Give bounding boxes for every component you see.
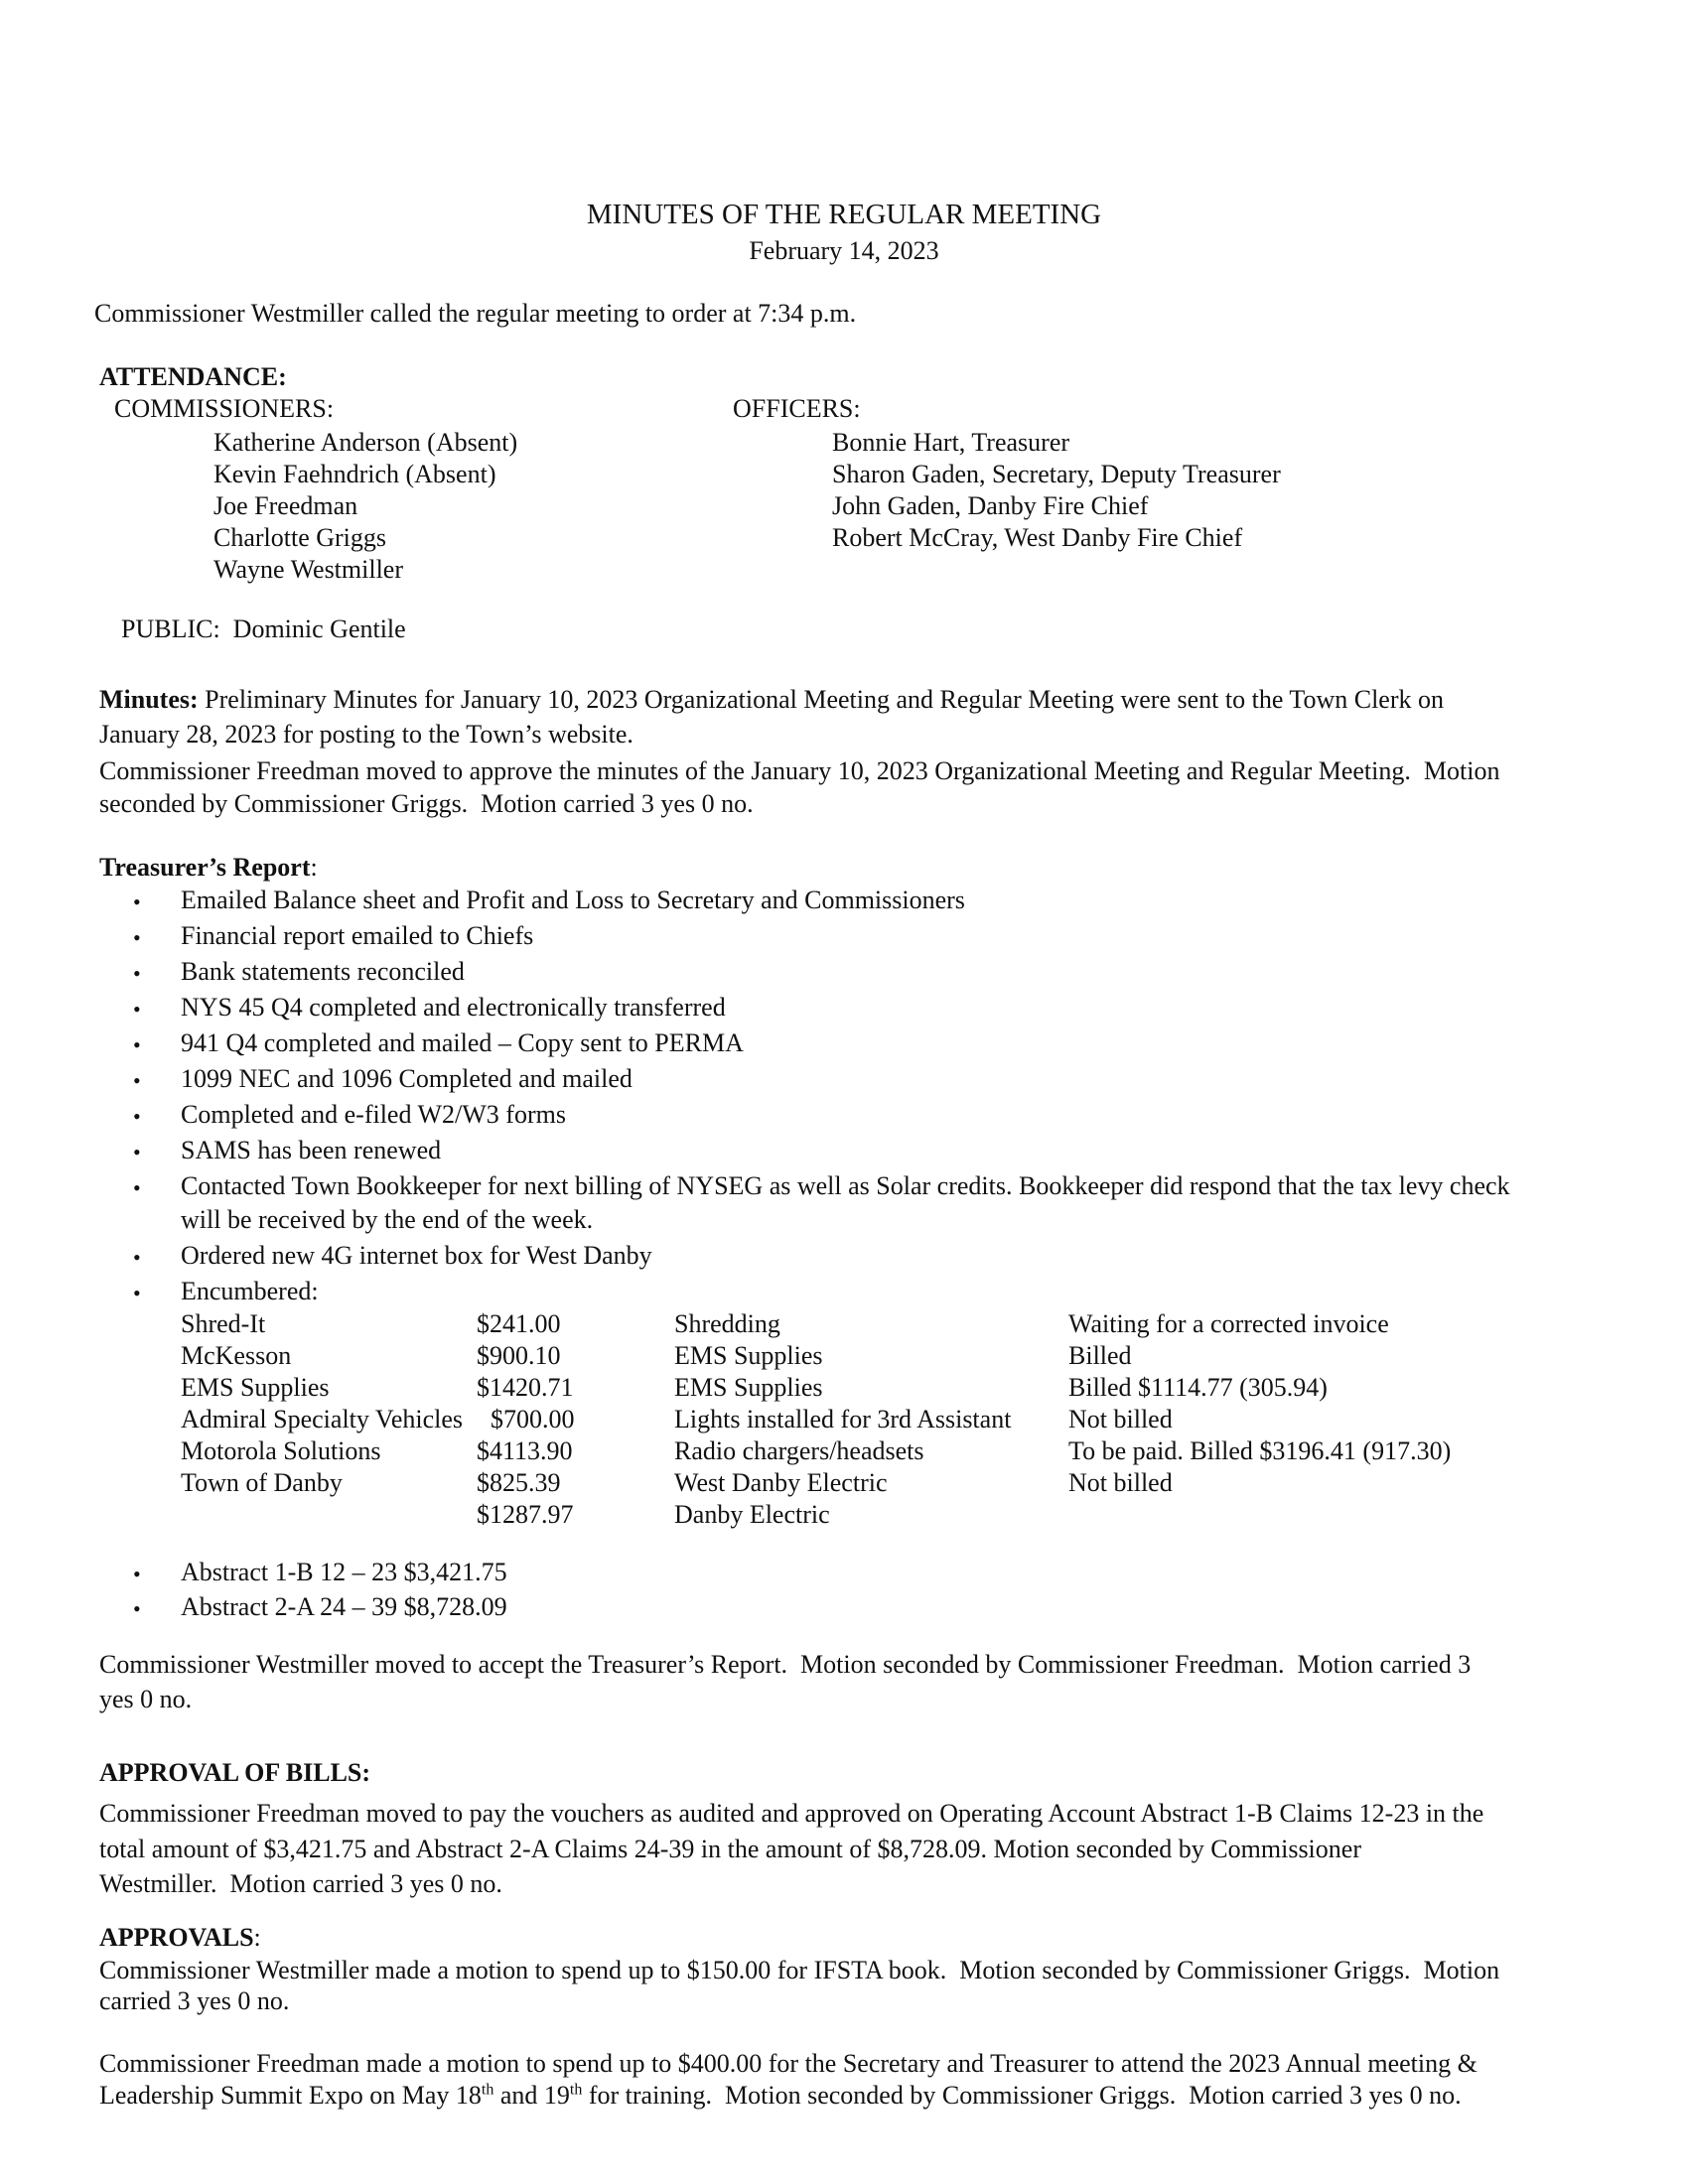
bullet-icon: • (133, 1175, 141, 1200)
encumbered-status: Billed (1068, 1341, 1132, 1370)
commissioner-name: Joe Freedman (213, 491, 358, 520)
encumbered-status: To be paid. Billed $3196.41 (917.30) (1068, 1436, 1452, 1465)
officer-name: Bonnie Hart, Treasurer (832, 428, 1070, 457)
treasurer-item: 941 Q4 completed and mailed – Copy sent to PERMA (181, 1028, 744, 1057)
officer-name: Sharon Gaden, Secretary, Deputy Treasurer (832, 460, 1281, 488)
document-title: MINUTES OF THE REGULAR MEETING (586, 199, 1102, 230)
bullet-icon: • (133, 925, 141, 950)
bills-text: total amount of $3,421.75 and Abstract 2-A Claims 24-39 in the amount of $8,728.09. Motion seconded by Commissioner (99, 1835, 1361, 1863)
encumbered-status: Waiting for a corrected invoice (1068, 1309, 1389, 1338)
encumbered-item: Lights installed for 3rd Assistant (674, 1405, 1012, 1433)
approval-text: Commissioner Freedman made a motion to spend up to $400.00 for the Secretary and Treasurer to attend the 2023 Annual meeting & (99, 2049, 1477, 2078)
approvals-heading (99, 1922, 261, 1954)
commissioner-name: Kevin Faehndrich (Absent) (213, 460, 496, 488)
minutes-line: seconded by Commissioner Griggs. Motion carried 3 yes 0 no. (99, 789, 754, 818)
encumbered-amount: $700.00 (491, 1405, 575, 1433)
bullet-icon: • (133, 1562, 141, 1586)
public-attendance: PUBLIC: Dominic Gentile (121, 614, 406, 643)
call-to-order: Commissioner Westmiller called the regular meeting to order at 7:34 p.m. (94, 299, 857, 328)
encumbered-status: Billed $1114.77 (305.94) (1068, 1373, 1328, 1402)
encumbered-amount: $1420.71 (477, 1373, 574, 1402)
encumbered-amount: $900.10 (477, 1341, 561, 1370)
bullet-icon: • (133, 1140, 141, 1164)
approval-text-part: for training. Motion seconded by Commissioner Griggs. Motion carried 3 yes 0 no. (582, 2081, 1462, 2110)
treasurer-item: Financial report emailed to Chiefs (181, 921, 534, 950)
bullet-icon: • (133, 1104, 141, 1129)
encumbered-item: Radio chargers/headsets (674, 1436, 924, 1465)
treasurer-item: Encumbered: (181, 1277, 319, 1305)
officer-name: John Gaden, Danby Fire Chief (832, 491, 1149, 520)
minutes-line (99, 684, 1444, 716)
treasurer-item: Emailed Balance sheet and Profit and Loss to Secretary and Commissioners (181, 886, 965, 914)
encumbered-vendor: EMS Supplies (181, 1373, 330, 1402)
minutes-line: Commissioner Freedman moved to approve the minutes of the January 10, 2023 Organizational Meeting and Regular Meeting. Motion (99, 756, 1500, 785)
meeting-date: February 14, 2023 (749, 236, 939, 265)
encumbered-status: Not billed (1068, 1405, 1173, 1433)
minutes-label: Minutes: (99, 685, 199, 714)
treasurer-item: NYS 45 Q4 completed and electronically transferred (181, 993, 726, 1022)
treasurer-item: Ordered new 4G internet box for West Danby (181, 1241, 652, 1270)
encumbered-vendor: Admiral Specialty Vehicles (181, 1405, 464, 1433)
commissioner-name: Charlotte Griggs (213, 523, 387, 552)
bullet-icon: • (133, 961, 141, 986)
approval-text (99, 2080, 1462, 2112)
encumbered-amount: $825.39 (477, 1468, 561, 1497)
commissioner-name: Wayne Westmiller (213, 555, 404, 584)
encumbered-vendor: McKesson (181, 1341, 292, 1370)
commissioner-name: Katherine Anderson (Absent) (213, 428, 518, 457)
treasurer-colon: : (310, 853, 318, 882)
minutes-line: January 28, 2023 for posting to the Town’s website. (99, 720, 633, 749)
encumbered-item: Danby Electric (674, 1500, 830, 1529)
approval-text: carried 3 yes 0 no. (99, 1986, 290, 2015)
ordinal-suffix: th (569, 2081, 583, 2099)
approval-text-part: and 19 (493, 2081, 570, 2110)
treasurer-label: Treasurer’s Report (99, 853, 311, 882)
treasurer-item-continued: will be received by the end of the week. (181, 1205, 594, 1234)
treasurer-item: Contacted Town Bookkeeper for next billing of NYSEG as well as Solar credits. Bookkeeper did respond that the tax levy check (181, 1171, 1510, 1200)
encumbered-vendor: Motorola Solutions (181, 1436, 381, 1465)
ordinal-suffix: th (481, 2081, 494, 2099)
encumbered-item: West Danby Electric (674, 1468, 888, 1497)
officer-name: Robert McCray, West Danby Fire Chief (832, 523, 1243, 552)
treasurer-item: 1099 NEC and 1096 Completed and mailed (181, 1064, 633, 1093)
officers-label: OFFICERS: (733, 394, 861, 423)
bullet-icon: • (133, 997, 141, 1022)
approval-text-part: Leadership Summit Expo on May 18 (99, 2081, 482, 2110)
encumbered-vendor: Shred-It (181, 1309, 266, 1338)
treasurer-item: Completed and e-filed W2/W3 forms (181, 1100, 566, 1129)
encumbered-vendor: Town of Danby (181, 1468, 343, 1497)
encumbered-item: Shredding (674, 1309, 780, 1338)
encumbered-item: EMS Supplies (674, 1373, 823, 1402)
bullet-icon: • (133, 1281, 141, 1305)
approvals-label: APPROVALS (99, 1923, 254, 1952)
encumbered-amount: $4113.90 (477, 1436, 573, 1465)
treasurer-motion: yes 0 no. (99, 1685, 193, 1713)
bullet-icon: • (133, 1032, 141, 1057)
encumbered-item: EMS Supplies (674, 1341, 823, 1370)
approvals-colon: : (253, 1923, 261, 1952)
bullet-icon: • (133, 1245, 141, 1270)
bullet-icon: • (133, 1596, 141, 1621)
abstract-item: Abstract 2-A 24 – 39 $8,728.09 (181, 1592, 507, 1621)
minutes-text: Preliminary Minutes for January 10, 2023 Organizational Meeting and Regular Meeting were sent to the Town Clerk on (198, 685, 1444, 714)
bullet-icon: • (133, 1068, 141, 1093)
encumbered-amount: $1287.97 (477, 1500, 574, 1529)
approval-text: Commissioner Westmiller made a motion to spend up to $150.00 for IFSTA book. Motion seconded by Commissioner Griggs. Motion (99, 1956, 1500, 1984)
bills-text: Commissioner Freedman moved to pay the vouchers as audited and approved on Operating Account Abstract 1-B Claims 12-23 in the (99, 1799, 1484, 1828)
encumbered-status: Not billed (1068, 1468, 1173, 1497)
treasurer-motion: Commissioner Westmiller moved to accept the Treasurer’s Report. Motion seconded by Commissioner Freedman. Motion carried 3 (99, 1650, 1472, 1679)
attendance-heading: ATTENDANCE: (99, 362, 287, 391)
bills-heading: APPROVAL OF BILLS: (99, 1758, 371, 1787)
treasurer-item: Bank statements reconciled (181, 957, 465, 986)
commissioners-label: COMMISSIONERS: (114, 394, 335, 423)
encumbered-amount: $241.00 (477, 1309, 561, 1338)
abstract-item: Abstract 1-B 12 – 23 $3,421.75 (181, 1558, 507, 1586)
bullet-icon: • (133, 889, 141, 914)
treasurer-item: SAMS has been renewed (181, 1136, 442, 1164)
bills-text: Westmiller. Motion carried 3 yes 0 no. (99, 1869, 502, 1898)
treasurer-heading (99, 852, 318, 884)
